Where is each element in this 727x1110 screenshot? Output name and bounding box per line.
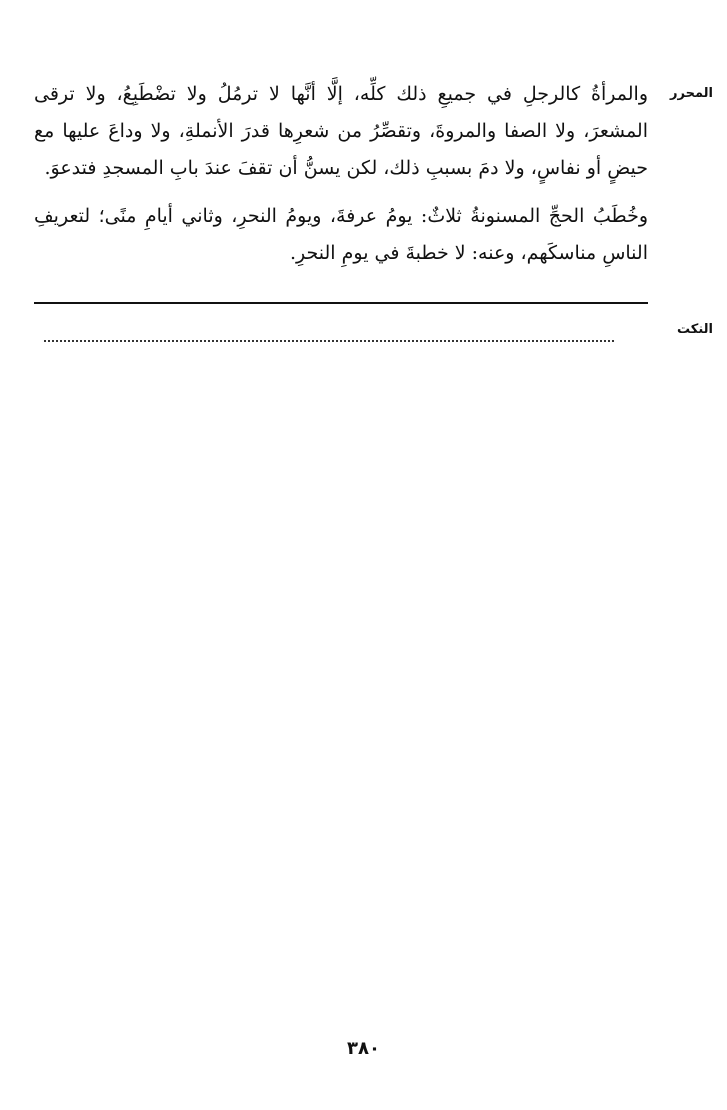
page-number: ٣٨٠ xyxy=(347,1038,380,1059)
section-label-nukat: النكت xyxy=(677,322,713,337)
paragraph-text: وخُطَبُ الحجِّ المسنونةُ ثلاثٌ: يومُ عرفةَ، ويومُ النحرِ، وثاني أيامِ منًى؛ لتعريفِ الناسِ مناسكَهم، وعنه: لا خطبةَ في يومِ النحرِ. xyxy=(34,205,648,264)
section-divider xyxy=(34,302,648,304)
main-text-paragraph-2 xyxy=(34,198,648,272)
section-label-muharrar: المحرر xyxy=(670,86,713,101)
dotted-placeholder-line xyxy=(44,326,614,342)
paragraph-text: والمرأةُ كالرجلِ في جميعِ ذلك كلِّه، إلَّا أنَّها لا ترمُلُ ولا تضْطَبِعُ، ولا ترقى المشعرَ، ولا الصفا والمروةَ، وتقصِّرُ من شعرِها قدرَ الأنملةِ، ولا وداعَ عليها مع حيضٍ أو نفاسٍ، ولا دمَ بسببِ ذلك، لكن يسنُّ أن تقفَ عندَ بابِ المسجدِ فتدعوَ. xyxy=(34,83,648,179)
main-text-paragraph-1 xyxy=(34,76,648,187)
